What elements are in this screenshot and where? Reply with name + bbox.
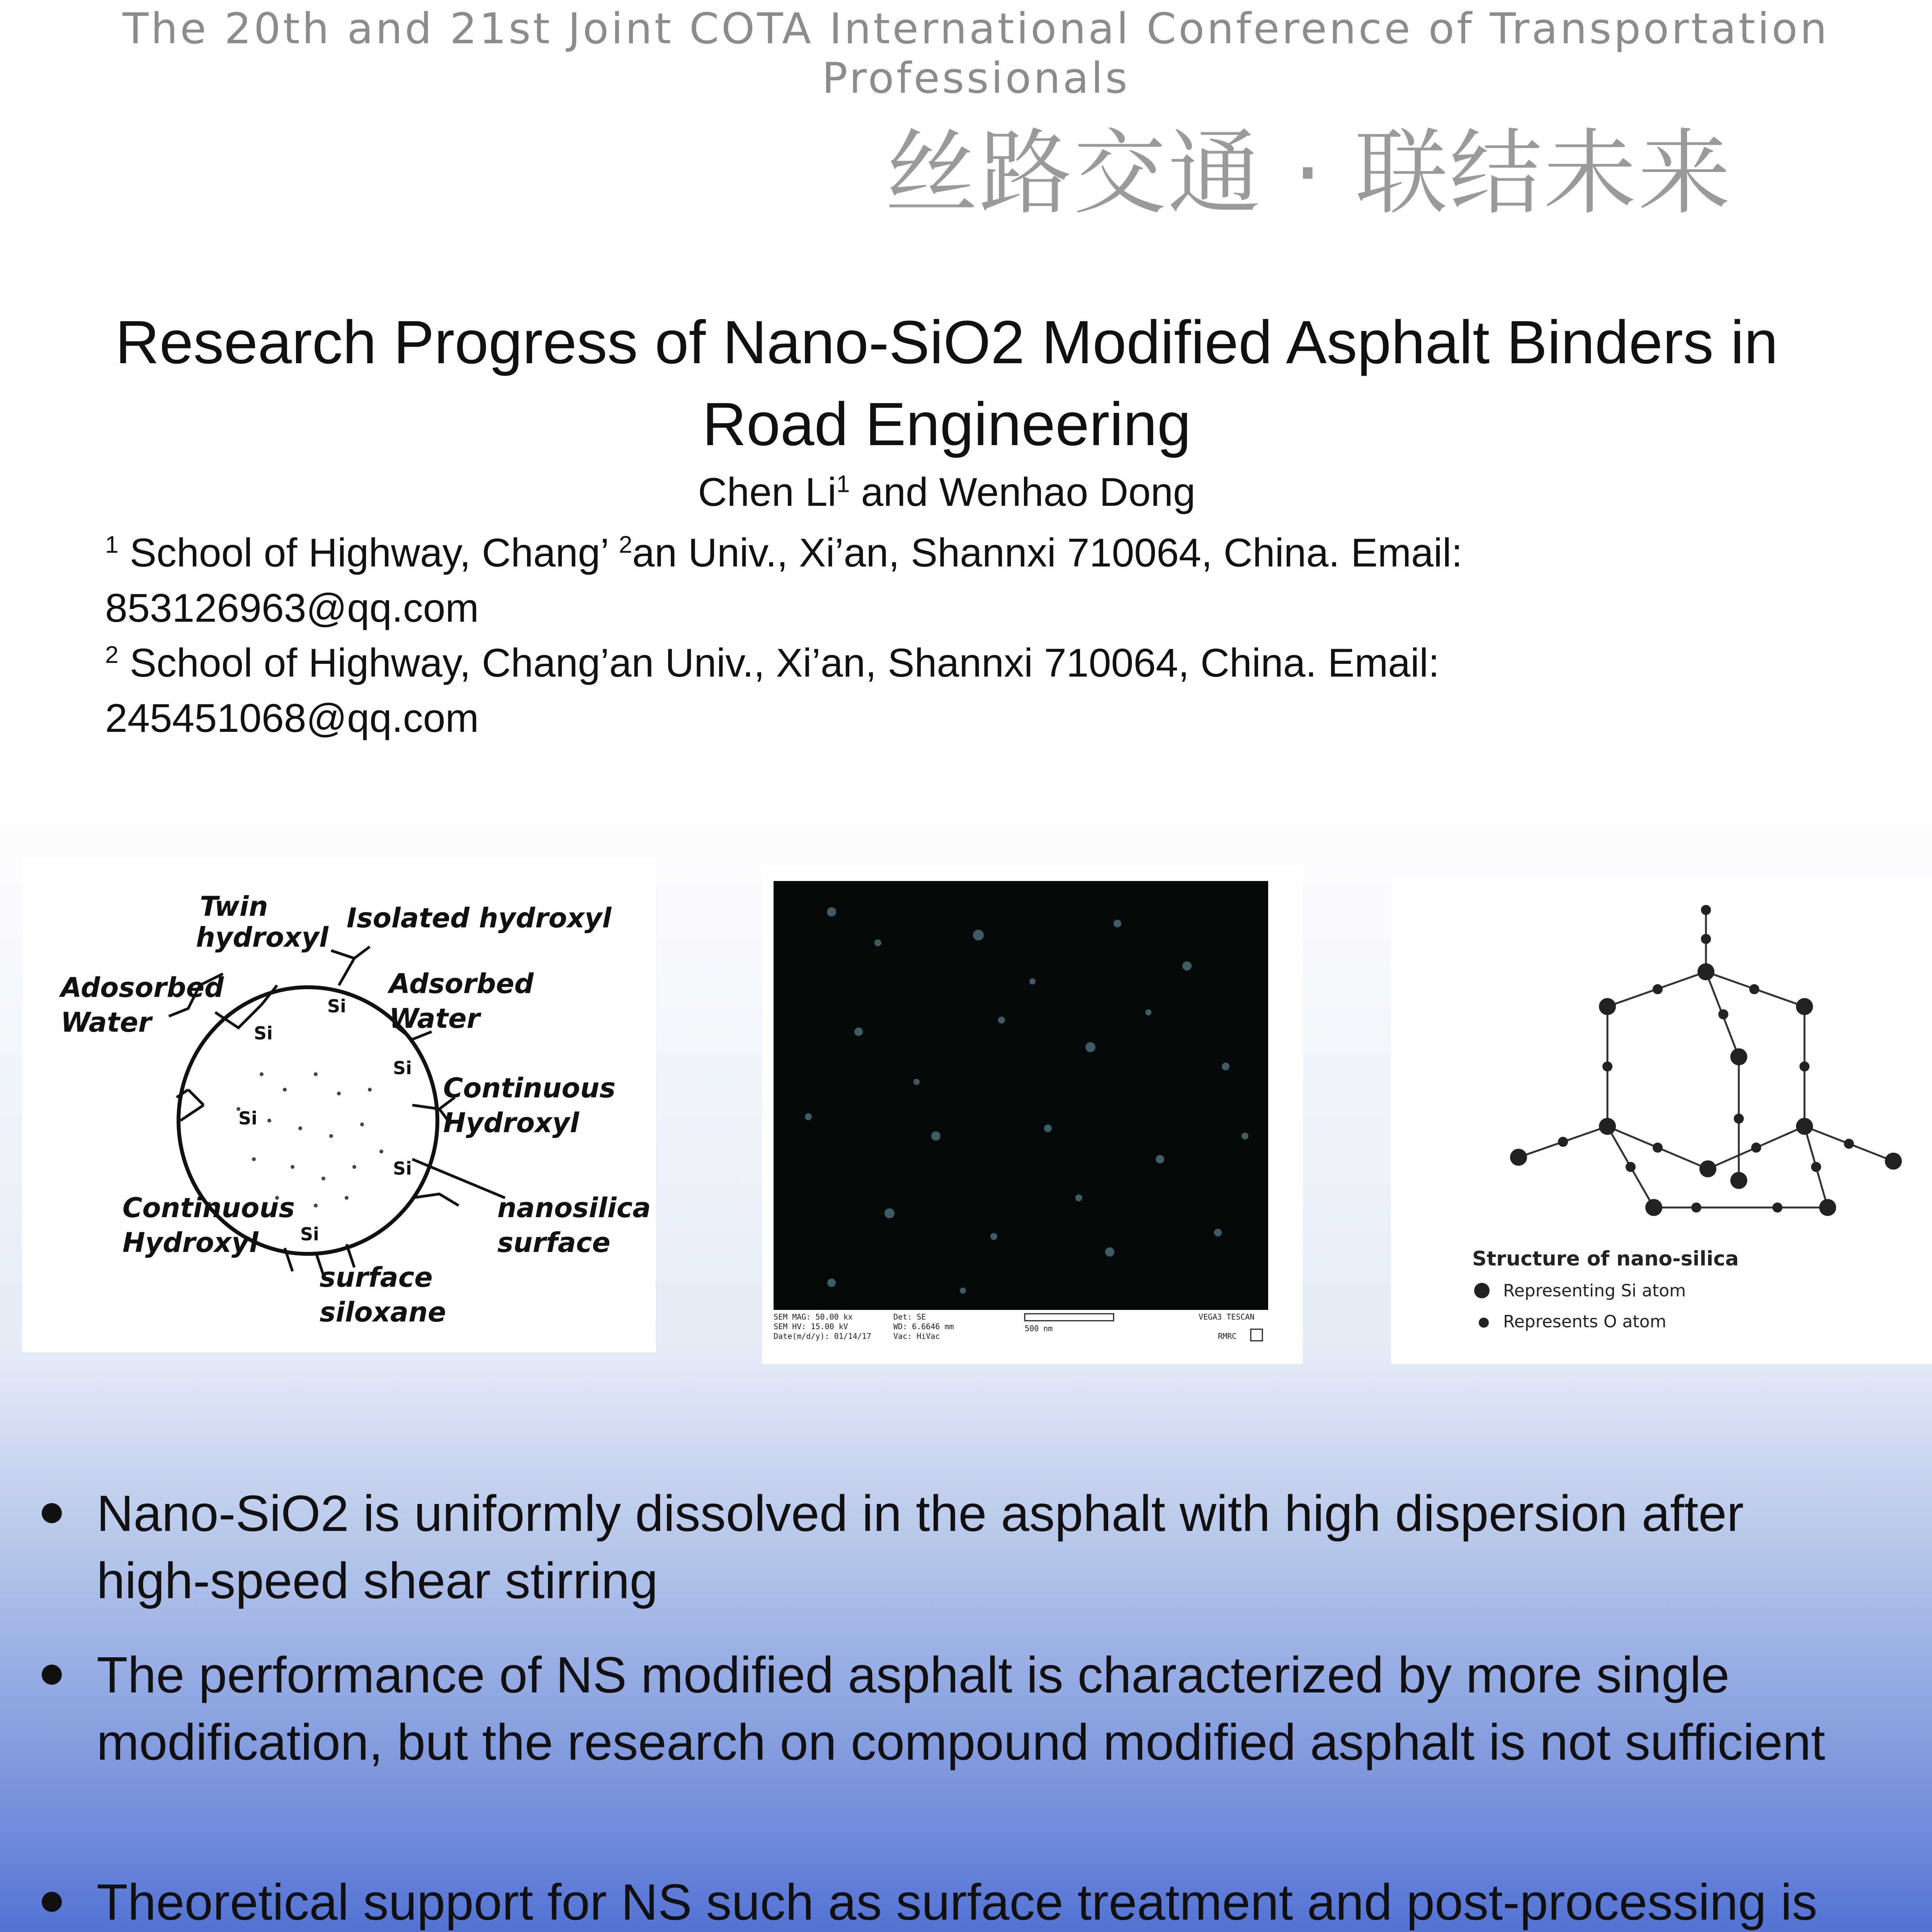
finding-item [39, 1480, 1855, 1614]
nano-silica-structure-figure [1391, 875, 1932, 1364]
label-siloxane-2: siloxane [320, 1296, 446, 1328]
author-first: Chen Li [698, 470, 837, 515]
bullet-dot-icon [42, 1892, 62, 1912]
sem-vac: Vac: HiVac [893, 1332, 940, 1341]
legend-si-label: Representing Si atom [1503, 1281, 1686, 1301]
author-first-marker: 1 [836, 471, 850, 498]
affiliation-1-inner-marker: 2 [619, 531, 633, 558]
finding-item [39, 1869, 1855, 1932]
label-nanosilica-2: surface [497, 1227, 611, 1259]
label-continuous-right-1: Continuous [443, 1072, 616, 1104]
sem-det: Det: SE [893, 1312, 926, 1321]
svg-text:Si: Si [254, 1023, 273, 1044]
affiliation-2-marker: 2 [105, 641, 119, 668]
legend-si-marker [1474, 1283, 1490, 1298]
label-nanosilica-1: nanosilica [497, 1192, 651, 1224]
sem-wd: WD: 6.6646 mm [893, 1322, 954, 1331]
findings-list [39, 1480, 1855, 1932]
structure-title: Structure of nano-silica [1472, 1247, 1739, 1270]
hydroxyl-diagram-figure [22, 858, 656, 1352]
finding-item [39, 1641, 1855, 1776]
particle-dots [236, 1072, 383, 1208]
affiliation-2-text: School of Highway, Chang’an Univ., Xi’an, Shannxi 710064, China. Email: 245451068@qq.com [105, 641, 1440, 741]
author-rest: and Wenhao Dong [850, 470, 1196, 515]
label-siloxane-1: surface [320, 1262, 433, 1293]
sem-brand: VEGA3 TESCAN [1199, 1312, 1255, 1321]
affiliation-1-text-a: School of Highway, Chang’ [118, 531, 619, 575]
sem-date: Date(m/d/y): 01/14/17 [774, 1332, 871, 1341]
svg-text:Si: Si [393, 1158, 412, 1179]
bullet-dot-icon [42, 1665, 62, 1685]
sem-dark-field [774, 881, 1268, 1310]
paper-title: Research Progress of Nano-SiO2 Modified Asphalt Binders in Road Engineering [115, 308, 1778, 458]
conference-slogan: 丝路交通 · 联结未来 [885, 119, 1732, 227]
label-adsorbed-left-1: Adosorbed [61, 972, 224, 1003]
conference-name: The 20th and 21st Joint COTA International Conference of Transportation Professionals [122, 4, 1829, 103]
sem-lab: RMRC [1218, 1332, 1237, 1341]
affiliation-1 [105, 526, 1612, 636]
label-continuous-left-2: Hydroxyl [122, 1227, 259, 1259]
author-line [0, 469, 1893, 515]
label-adsorbed-left-2: Water [61, 1007, 152, 1038]
legend-o-label: Represents O atom [1503, 1312, 1667, 1332]
label-isolated-hydroxyl: Isolated hydroxyl [347, 902, 612, 934]
sem-scale-label: 500 nm [1025, 1324, 1053, 1333]
finding-text: Nano-SiO2 is uniformly dissolved in the asphalt with high dispersion after high-speed shear stirring [97, 1485, 1744, 1609]
sem-scale-bar [1025, 1314, 1114, 1321]
affiliation-2 [105, 636, 1612, 746]
finding-text: The performance of NS modified asphalt is characterized by more single modification, but the research on compound modified asphalt is not sufficient [97, 1646, 1825, 1770]
label-twin-2: hydroxyl [196, 922, 328, 953]
finding-text: Theoretical support for NS such as surface treatment and post-processing is [97, 1874, 1818, 1930]
label-adsorbed-right-1: Adsorbed [389, 968, 534, 1000]
label-twin-1: Twin [200, 891, 268, 922]
affiliation-1-text-b: an Univ., Xi’an, Shannxi 710064, China. Email: 853126963@qq.com [105, 531, 1463, 631]
svg-text:Si: Si [300, 1224, 319, 1245]
legend-o-marker [1479, 1318, 1489, 1328]
svg-text:Si: Si [238, 1108, 257, 1129]
si-atoms [1510, 963, 1902, 1216]
hydroxyl-diagram [22, 858, 656, 1352]
sem-micrograph [762, 866, 1303, 1364]
bullet-dot-icon [42, 1503, 62, 1523]
sem-logo-icon [1251, 1329, 1262, 1341]
label-adsorbed-right-2: Water [389, 1003, 480, 1034]
svg-text:Si: Si [327, 996, 346, 1017]
label-continuous-right-2: Hydroxyl [443, 1107, 579, 1139]
sem-mag: SEM MAG: 50.00 kx [774, 1312, 853, 1321]
label-continuous-left-1: Continuous [122, 1192, 295, 1224]
affiliation-1-marker: 1 [105, 531, 119, 558]
sem-hv: SEM HV: 15.00 kV [774, 1322, 848, 1331]
nano-silica-structure [1391, 875, 1932, 1364]
sem-image-figure [762, 866, 1303, 1364]
svg-text:Si: Si [393, 1058, 412, 1078]
